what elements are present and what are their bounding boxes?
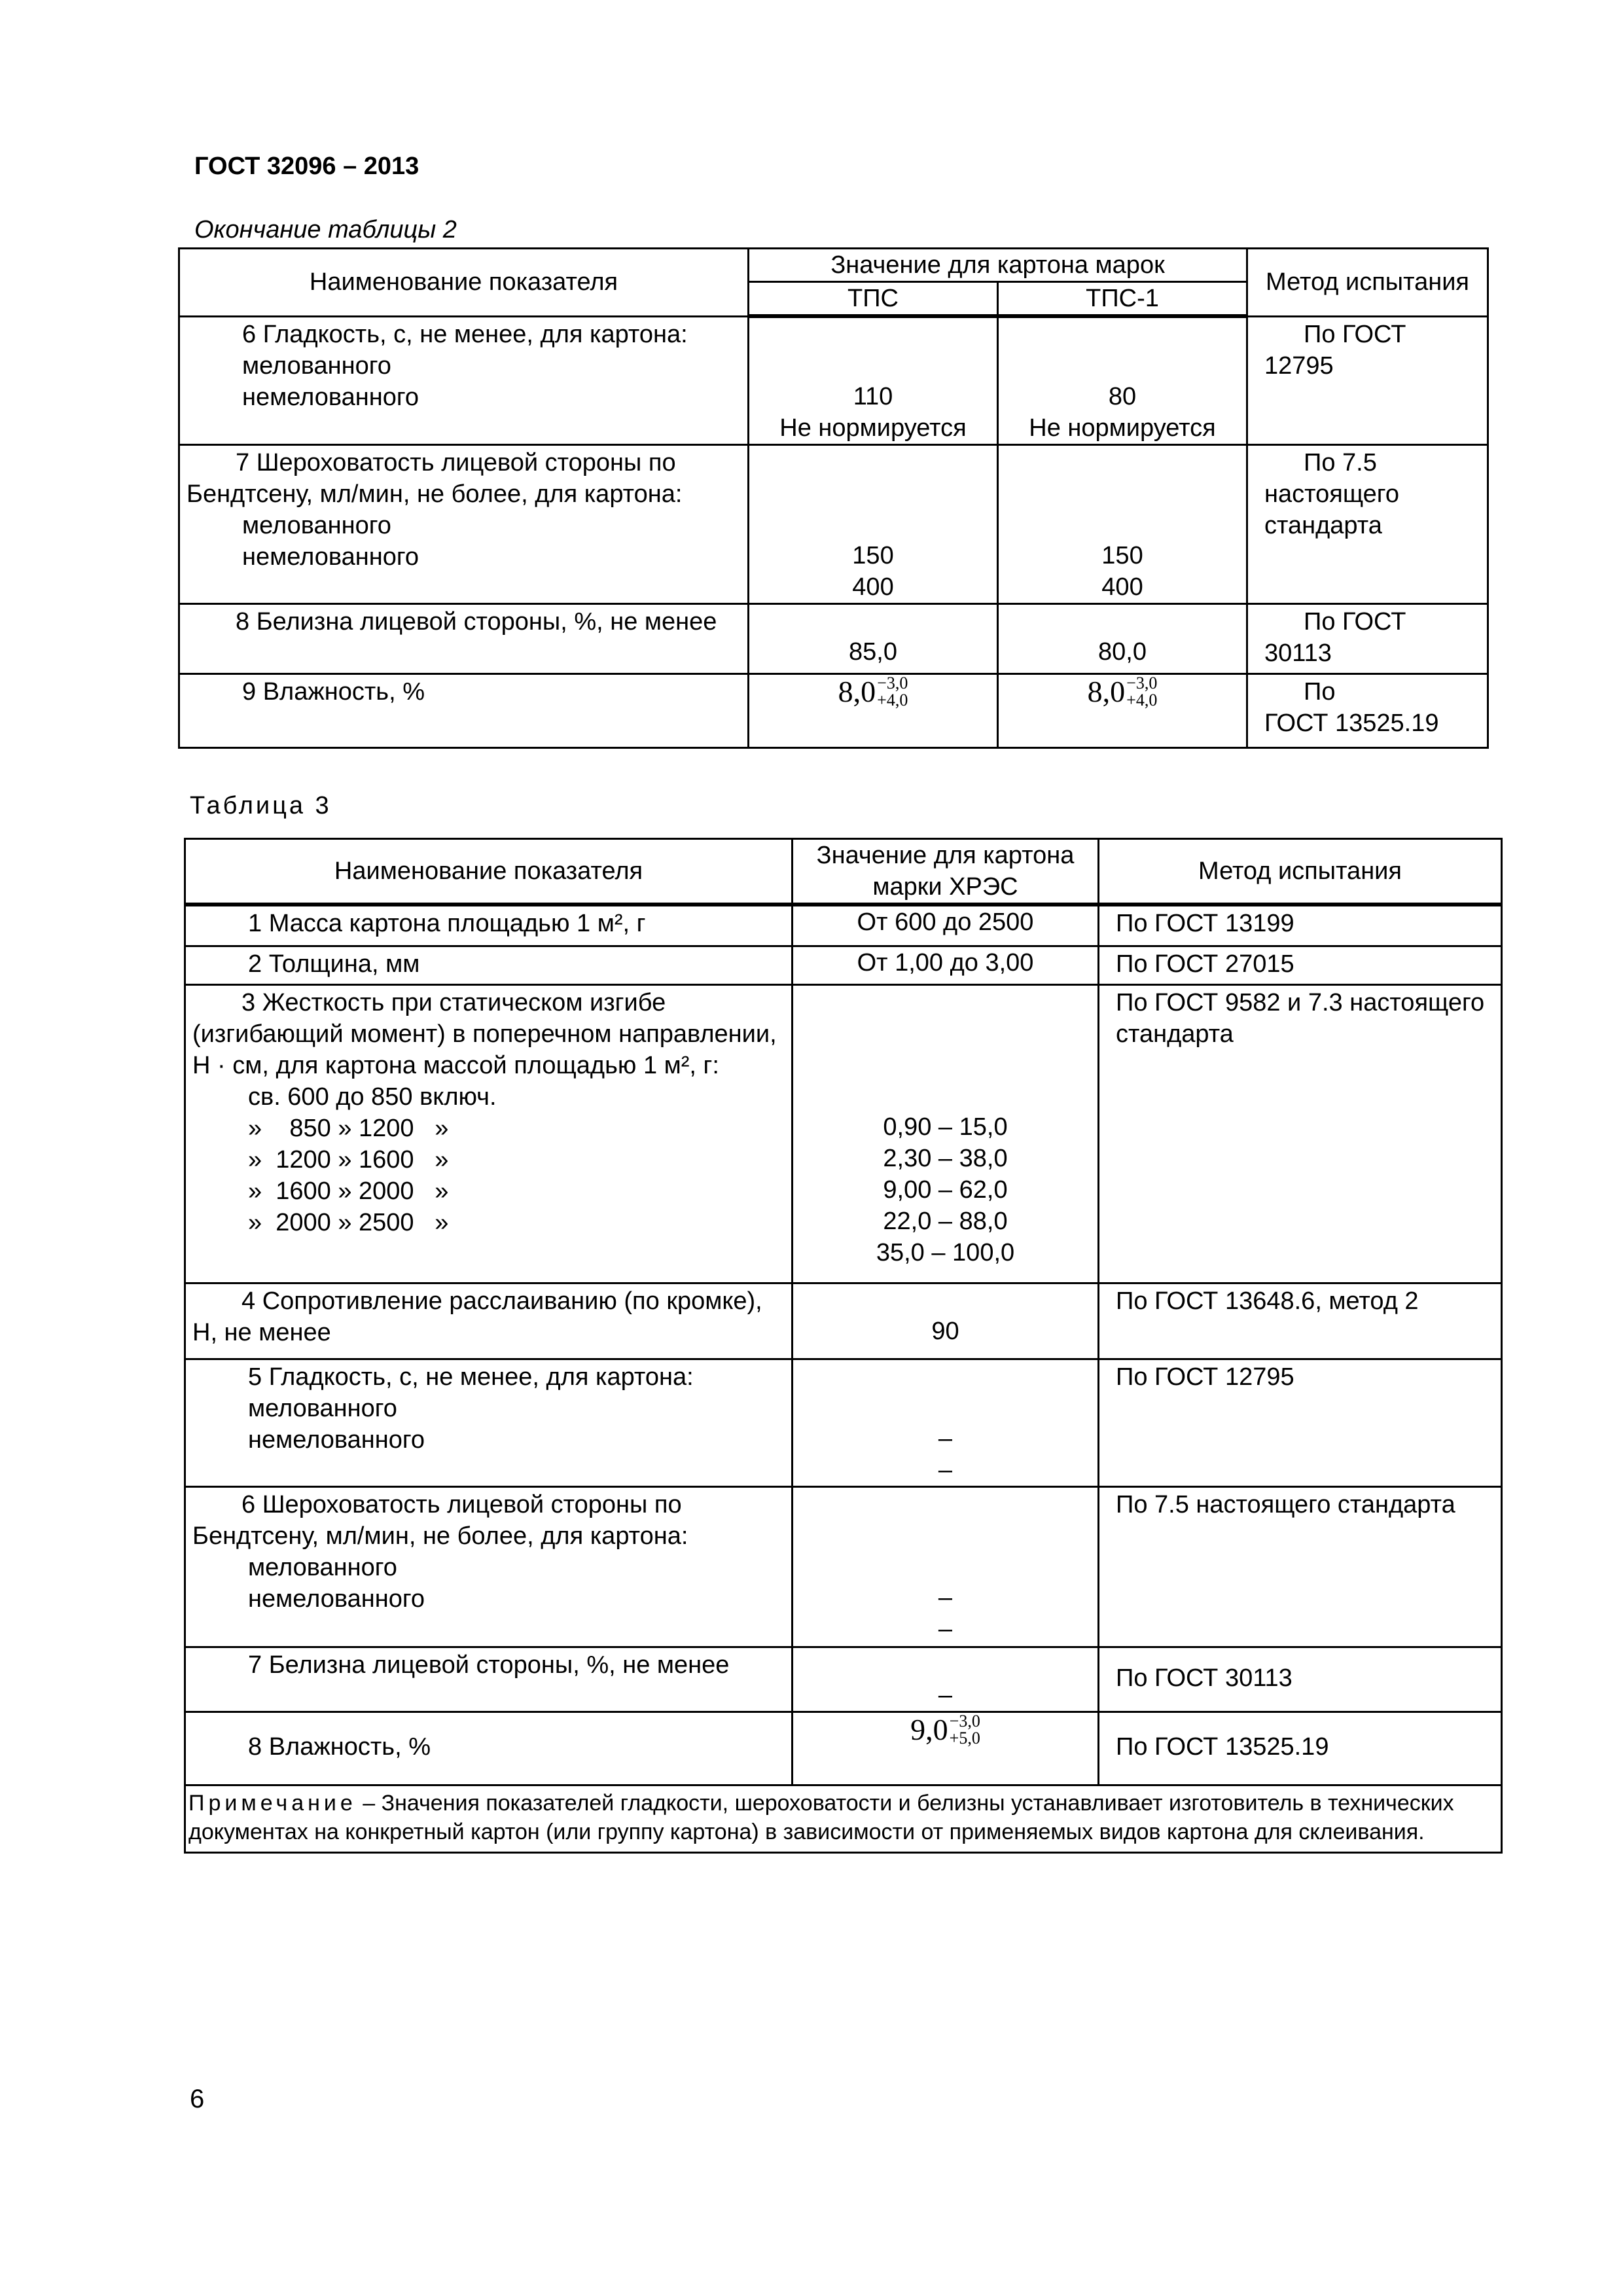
table2-caption: Окончание таблицы 2 xyxy=(194,216,457,243)
t3-r6-name: 6 Шероховатость лицевой стороны по Бендтсену, мл/мин, не более, для картона: мелованного немелованного xyxy=(185,1486,793,1647)
t3-r8-value xyxy=(793,1712,1099,1785)
t3-r5-method: По ГОСТ 12795 xyxy=(1099,1359,1502,1486)
t2-r7-tps1: 150 400 xyxy=(998,445,1247,604)
moisture-value-tps: 8,0 −3,0 +4,0 xyxy=(838,673,908,709)
t3-r7-method: По ГОСТ 30113 xyxy=(1099,1647,1502,1712)
table3-caption: Таблица 3 xyxy=(190,792,332,819)
t3-r1-method: По ГОСТ 13199 xyxy=(1099,905,1502,946)
t2-r8-tps: 85,0 xyxy=(749,604,998,674)
t2-r6-tps: 110 Не нормируется xyxy=(749,316,998,445)
t2-r8-tps1: 80,0 xyxy=(998,604,1247,674)
t3-r1-value: От 600 до 2500 xyxy=(793,905,1099,946)
table-note-row xyxy=(185,1785,1502,1852)
t3-r4-value: 90 xyxy=(793,1283,1099,1359)
t3-r3-name: 3 Жесткость при статическом изгибе (изгибающий момент) в поперечном направлении, Н · см, для картона массой площадью 1 м², г: св. 600 до 850 включ. » 850 » 1200 » » 1200 » 1600 » » 1600 » 2000 » » 2000 » 2500 » xyxy=(185,984,793,1283)
t2-r7-tps: 150 400 xyxy=(749,445,998,604)
t2-header-value-group: Значение для картона марок xyxy=(749,249,1247,282)
table-row xyxy=(185,946,1502,984)
t3-header-method: Метод испытания xyxy=(1099,839,1502,905)
t2-r9-tps1 xyxy=(998,674,1247,748)
table-row xyxy=(179,445,1488,604)
t2-r9-method: По ГОСТ 13525.19 xyxy=(1247,674,1488,748)
t3-r2-value: От 1,00 до 3,00 xyxy=(793,946,1099,984)
note-text: – Значения показателей гладкости, шероховатости и белизны устанавливает изготовитель в технических документах на конкретный картон (или группу картона) в зависимости от применяемых видов картона для склеивания. xyxy=(188,1790,1454,1844)
t2-header-method: Метод испытания xyxy=(1247,249,1488,317)
t2-r6-tps1: 80 Не нормируется xyxy=(998,316,1247,445)
t3-r8-method: По ГОСТ 13525.19 xyxy=(1099,1712,1502,1785)
t3-r6-value: – – xyxy=(793,1486,1099,1647)
t3-r5-name: 5 Гладкость, с, не менее, для картона: мелованного немелованного xyxy=(185,1359,793,1486)
t3-r3-method: По ГОСТ 9582 и 7.3 настоящего стандарта xyxy=(1099,984,1502,1283)
t2-r6-method: По ГОСТ 12795 xyxy=(1247,316,1488,445)
t3-r5-value: – – xyxy=(793,1359,1099,1486)
t2-header-tps: ТПС xyxy=(749,282,998,317)
t2-r7-name: 7 Шероховатость лицевой стороны по Бендтсену, мл/мин, не более, для картона: мелованного немелованного xyxy=(179,445,749,604)
table-note xyxy=(185,1785,1502,1852)
t2-header-tps1: ТПС-1 xyxy=(998,282,1247,317)
table-row xyxy=(179,316,1488,445)
t2-r8-method: По ГОСТ 30113 xyxy=(1247,604,1488,674)
table-row xyxy=(185,1647,1502,1712)
t2-r7-method: По 7.5 настоящего стандарта xyxy=(1247,445,1488,604)
t3-r2-name: 2 Толщина, мм xyxy=(185,946,793,984)
t3-r8-name: 8 Влажность, % xyxy=(185,1712,793,1785)
t3-r4-method: По ГОСТ 13648.6, метод 2 xyxy=(1099,1283,1502,1359)
table-row xyxy=(185,984,1502,1283)
t3-r3-value: 0,90 – 15,0 2,30 – 38,0 9,00 – 62,0 22,0 – 88,0 35,0 – 100,0 xyxy=(793,984,1099,1283)
t2-r6-name: 6 Гладкость, с, не менее, для картона: мелованного немелованного xyxy=(179,316,749,445)
t3-r6-method: По 7.5 настоящего стандарта xyxy=(1099,1486,1502,1647)
t3-r1-name: 1 Масса картона площадью 1 м², г xyxy=(185,905,793,946)
t2-r9-tps xyxy=(749,674,998,748)
t2-header-name: Наименование показателя xyxy=(179,249,749,317)
t3-r2-method: По ГОСТ 27015 xyxy=(1099,946,1502,984)
t2-r8-name: 8 Белизна лицевой стороны, %, не менее xyxy=(179,604,749,674)
table-row xyxy=(179,604,1488,674)
t3-r7-name: 7 Белизна лицевой стороны, %, не менее xyxy=(185,1647,793,1712)
moisture-value-hres: 9,0 −3,0 +5,0 xyxy=(910,1712,980,1748)
table-row xyxy=(179,674,1488,748)
document-title: ГОСТ 32096 – 2013 xyxy=(194,152,419,180)
moisture-value-tps1: 8,0 −3,0 +4,0 xyxy=(1087,673,1158,709)
table-row xyxy=(185,1283,1502,1359)
t3-r4-name: 4 Сопротивление расслаиванию (по кромке), Н, не менее xyxy=(185,1283,793,1359)
table-2 xyxy=(178,247,1489,749)
table-3 xyxy=(184,838,1503,1854)
t3-header-name: Наименование показателя xyxy=(185,839,793,905)
table-row xyxy=(185,1712,1502,1785)
t3-r7-value: – xyxy=(793,1647,1099,1712)
table-row xyxy=(185,1359,1502,1486)
page-number: 6 xyxy=(190,2085,205,2113)
table-row xyxy=(185,1486,1502,1647)
t2-r9-name: 9 Влажность, % xyxy=(179,674,749,748)
note-label: Примечание xyxy=(188,1790,357,1816)
table-row xyxy=(185,905,1502,946)
t3-header-value: Значение для картона марки ХРЭС xyxy=(793,839,1099,905)
